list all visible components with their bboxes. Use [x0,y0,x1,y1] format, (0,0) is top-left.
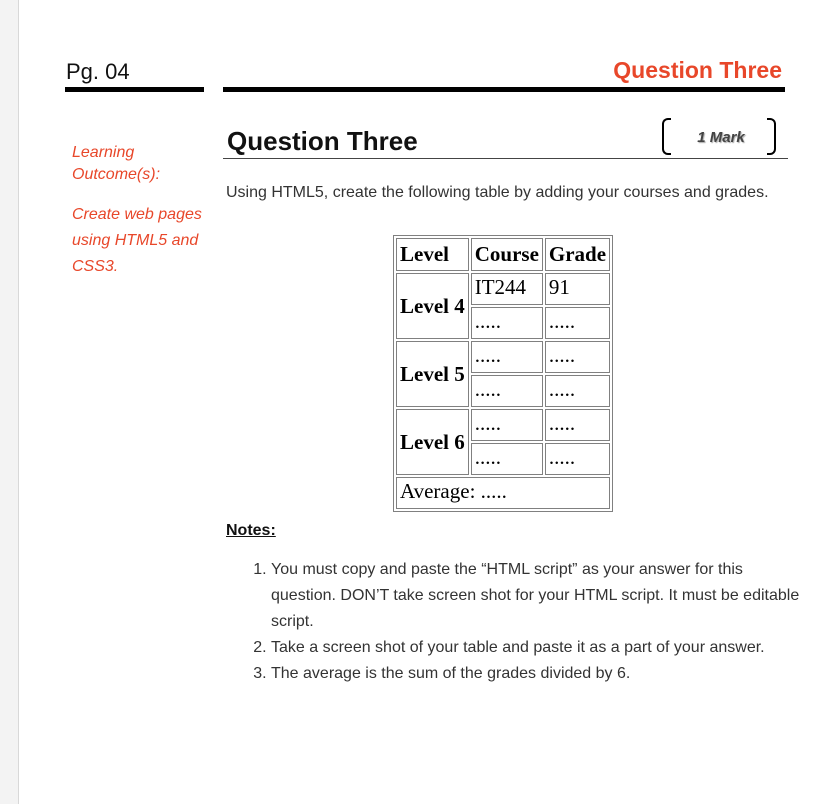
header-course: Course [471,238,543,271]
header-title: Question Three [613,57,782,83]
average-cell: Average: ..... [396,477,610,509]
page-number: Pg. 04 [66,59,130,84]
header-grade: Grade [545,238,610,271]
learning-outcome-text: Create web pages using HTML5 and CSS3. [72,206,202,275]
grade-cell: ..... [545,307,610,339]
notes-list [238,557,811,687]
page-gutter [0,0,19,804]
grade-cell: ..... [545,375,610,407]
question-instruction: Using HTML5, create the following table by adding your courses and grades. [226,184,769,201]
course-cell: ..... [471,307,543,339]
notes-heading: Notes: [226,522,276,539]
table-row [396,273,610,305]
level-cell: Level 5 [396,341,469,407]
table-row [396,341,610,373]
level-cell: Level 6 [396,409,469,475]
heading-rule [223,158,788,159]
question-heading: Question Three [227,126,418,156]
mark-label: 1 Mark [697,129,745,146]
note-item: 2. Take a screen shot of your table and paste it as a part of your answer. [271,635,811,661]
header-rule [223,87,785,92]
grades-table [393,235,613,512]
grade-cell: 91 [545,273,610,305]
page-number-rule [65,87,204,92]
grade-cell: ..... [545,409,610,441]
table-row [396,409,610,441]
course-cell: ..... [471,443,543,475]
course-cell: ..... [471,409,543,441]
note-item: 1. You must copy and paste the “HTML script” as your answer for this question. DON’T take screen shot for your HTML script. It must be editable script. [271,557,811,635]
grade-cell: ..... [545,443,610,475]
learning-outcome-label: Learning Outcome(s): [72,144,161,183]
course-cell: ..... [471,375,543,407]
mark-box [662,118,780,155]
average-row [396,477,610,509]
right-bracket-icon [767,118,776,155]
header-level: Level [396,238,469,271]
table-header-row [396,238,610,271]
course-cell: IT244 [471,273,543,305]
course-cell: ..... [471,341,543,373]
note-item: 3. The average is the sum of the grades divided by 6. [271,661,811,687]
grade-cell: ..... [545,341,610,373]
level-cell: Level 4 [396,273,469,339]
